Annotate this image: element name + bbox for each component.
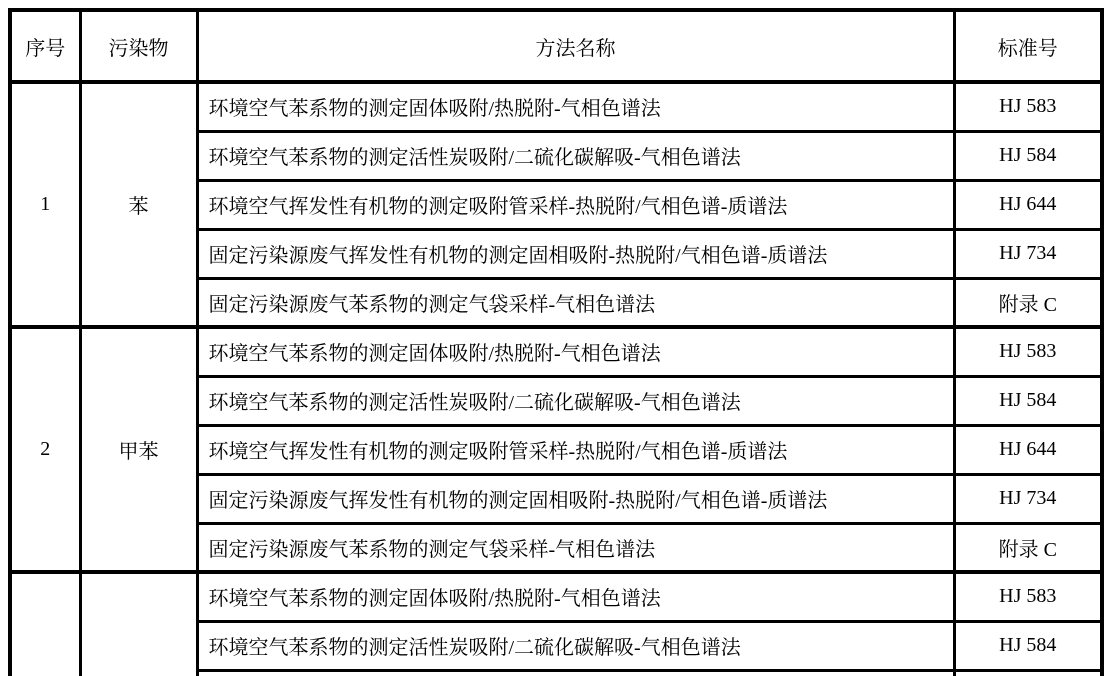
method-name-cell: 环境空气挥发性有机物的测定吸附管采样-热脱附/气相色谱-质谱法: [197, 180, 954, 229]
method-name-cell: 固定污染源废气挥发性有机物的测定固相吸附-热脱附/气相色谱-质谱法: [197, 229, 954, 278]
table-row: [10, 82, 1102, 131]
method-name-cell: 环境空气挥发性有机物的测定吸附管采样-热脱附/气相色谱-质谱法: [197, 425, 954, 474]
standard-number-cell: HJ 644: [954, 425, 1102, 474]
table-header: [10, 10, 1102, 82]
standard-number-cell: HJ 583: [954, 572, 1102, 621]
column-header-method-name: 方法名称: [197, 10, 954, 82]
standard-number-cell: HJ 734: [954, 474, 1102, 523]
pollutant-cell: 甲苯: [80, 327, 197, 572]
standard-number-cell: HJ 583: [954, 327, 1102, 376]
method-name-cell: 环境空气苯系物的测定活性炭吸附/二硫化碳解吸-气相色谱法: [197, 621, 954, 670]
serial-number-cell: [10, 572, 80, 676]
column-header-serial-number: 序号: [10, 10, 80, 82]
standard-number-cell: HJ 584: [954, 376, 1102, 425]
method-name-cell: 固定污染源废气苯系物的测定气袋采样-气相色谱法: [197, 523, 954, 572]
column-header-standard-number: 标准号: [954, 10, 1102, 82]
methods-table: [8, 8, 1104, 676]
method-name-cell: 环境空气苯系物的测定活性炭吸附/二硫化碳解吸-气相色谱法: [197, 131, 954, 180]
method-name-cell: 环境空气苯系物的测定固体吸附/热脱附-气相色谱法: [197, 572, 954, 621]
standard-number-cell: HJ 583: [954, 82, 1102, 131]
method-name-cell: 固定污染源废气苯系物的测定气袋采样-气相色谱法: [197, 278, 954, 327]
column-header-pollutant: 污染物: [80, 10, 197, 82]
method-name-cell: [197, 670, 954, 676]
method-name-cell: 环境空气苯系物的测定固体吸附/热脱附-气相色谱法: [197, 82, 954, 131]
method-name-cell: 环境空气苯系物的测定固体吸附/热脱附-气相色谱法: [197, 327, 954, 376]
table-row: [10, 327, 1102, 376]
table-row: [10, 572, 1102, 621]
header-row: [10, 10, 1102, 82]
standard-number-cell: HJ 644: [954, 180, 1102, 229]
standard-number-cell: HJ 584: [954, 621, 1102, 670]
standard-number-cell: [954, 670, 1102, 676]
standard-number-cell: HJ 734: [954, 229, 1102, 278]
pollutant-cell: [80, 572, 197, 676]
pollutant-cell: 苯: [80, 82, 197, 327]
serial-number-cell: 1: [10, 82, 80, 327]
method-name-cell: 固定污染源废气挥发性有机物的测定固相吸附-热脱附/气相色谱-质谱法: [197, 474, 954, 523]
standard-number-cell: 附录 C: [954, 523, 1102, 572]
methods-table-body: [10, 82, 1102, 676]
serial-number-cell: 2: [10, 327, 80, 572]
standard-number-cell: HJ 584: [954, 131, 1102, 180]
standard-number-cell: 附录 C: [954, 278, 1102, 327]
method-name-cell: 环境空气苯系物的测定活性炭吸附/二硫化碳解吸-气相色谱法: [197, 376, 954, 425]
